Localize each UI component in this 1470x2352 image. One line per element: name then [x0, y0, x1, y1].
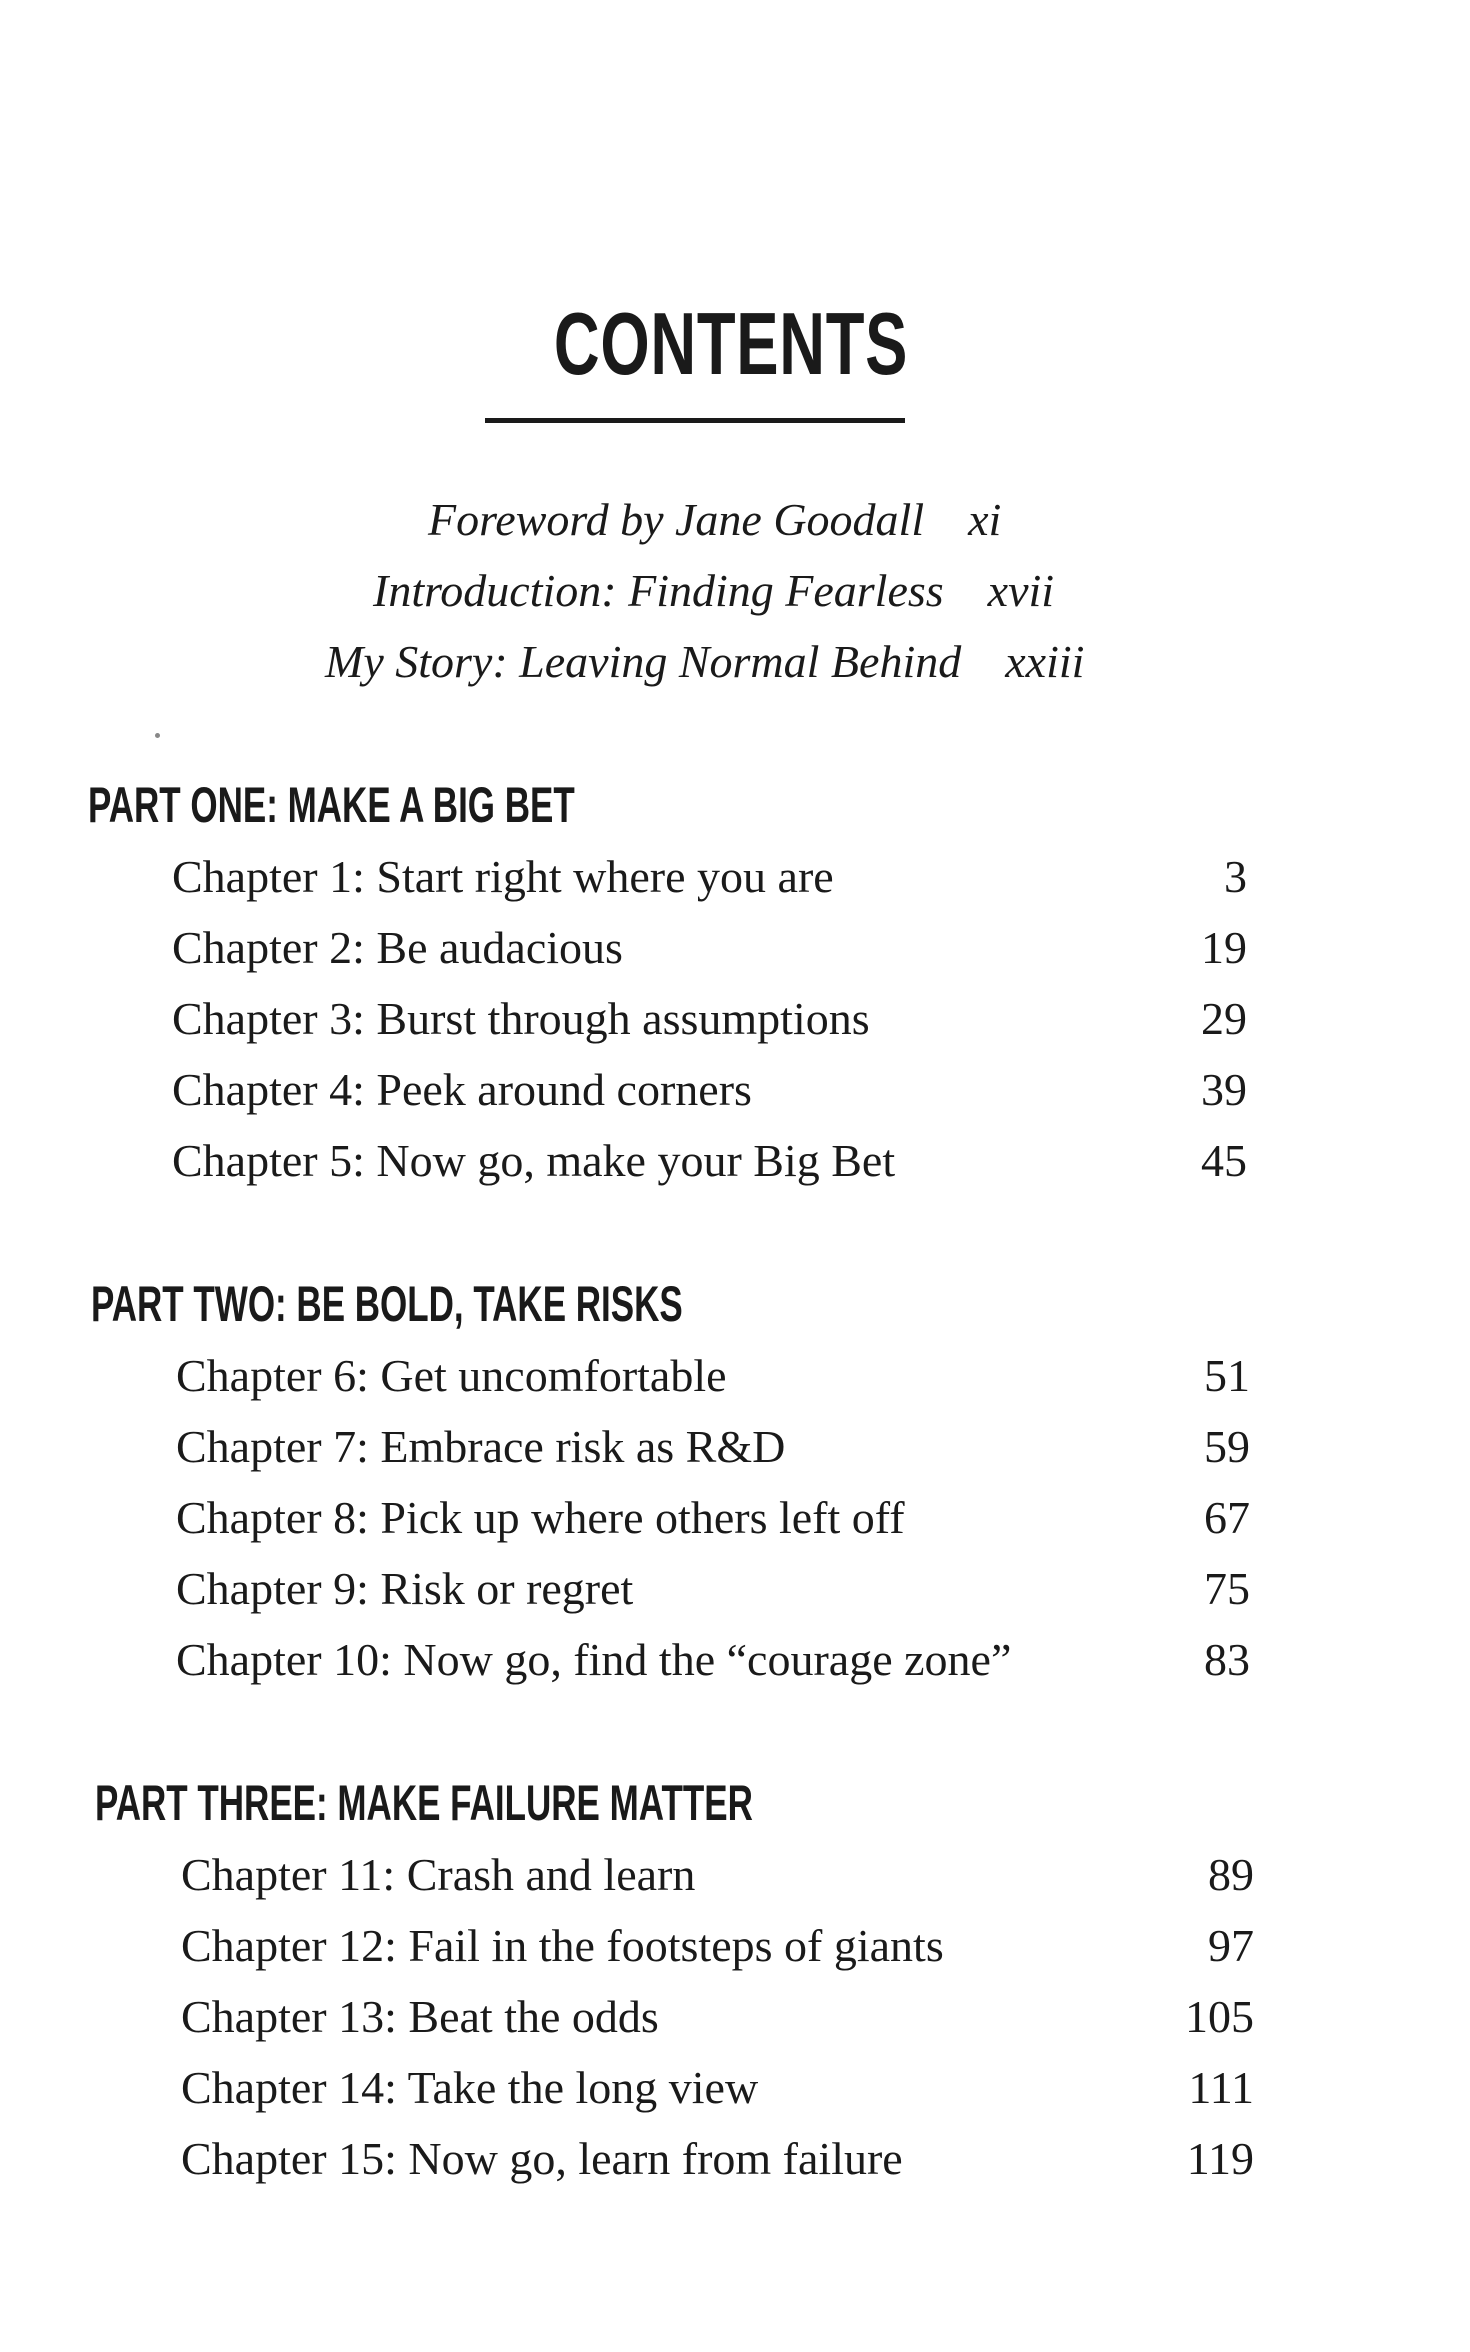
chapter-row[interactable]	[181, 1839, 1254, 1910]
front-matter-page: xvii	[987, 565, 1055, 616]
part-heading: PART ONE: MAKE A BIG BET	[88, 777, 575, 833]
chapter-title: Chapter 13: Beat the odds	[181, 1991, 659, 2042]
chapter-page: 39	[1201, 1064, 1247, 1115]
chapter-title: Chapter 10: Now go, find the “courage zone”	[176, 1634, 1012, 1685]
chapter-page: 45	[1201, 1135, 1247, 1186]
chapter-page: 59	[1204, 1421, 1250, 1472]
chapter-page: 75	[1204, 1563, 1250, 1614]
chapter-page: 29	[1201, 993, 1247, 1044]
chapter-page: 51	[1204, 1350, 1250, 1401]
part-heading: PART TWO: BE BOLD, TAKE RISKS	[91, 1276, 683, 1332]
chapter-page: 19	[1201, 922, 1247, 973]
chapter-title: Chapter 8: Pick up where others left off	[176, 1492, 905, 1543]
chapter-page: 97	[1208, 1920, 1254, 1971]
front-matter-label: My Story: Leaving Normal Behind	[325, 636, 962, 687]
page-title: CONTENTS	[553, 294, 909, 393]
chapter-row[interactable]	[181, 2123, 1254, 2194]
chapter-row[interactable]	[172, 1054, 1247, 1125]
chapter-row[interactable]	[172, 841, 1247, 912]
chapter-title: Chapter 1: Start right where you are	[172, 851, 834, 902]
chapter-row[interactable]	[172, 1125, 1247, 1196]
chapter-title: Chapter 12: Fail in the footsteps of giants	[181, 1920, 944, 1971]
chapter-page: 89	[1208, 1849, 1254, 1900]
page-title-wrap	[485, 294, 909, 393]
chapter-row[interactable]	[181, 2052, 1254, 2123]
chapter-title: Chapter 14: Take the long view	[181, 2062, 759, 2113]
chapter-title: Chapter 5: Now go, make your Big Bet	[172, 1135, 896, 1186]
title-underline	[485, 418, 905, 423]
front-matter-page: xxiii	[1005, 636, 1085, 687]
paper-speck	[155, 733, 160, 738]
chapter-title: Chapter 7: Embrace risk as R&D	[176, 1421, 786, 1472]
front-matter-label: Foreword by Jane Goodall	[428, 494, 925, 545]
chapter-page: 105	[1185, 1991, 1254, 2042]
part-heading: PART THREE: MAKE FAILURE MATTER	[95, 1775, 753, 1831]
chapter-row[interactable]	[176, 1482, 1250, 1553]
chapter-page: 111	[1188, 2062, 1254, 2113]
chapter-row[interactable]	[172, 983, 1247, 1054]
chapter-title: Chapter 11: Crash and learn	[181, 1849, 696, 1900]
chapter-list	[176, 1340, 1250, 1695]
chapter-title: Chapter 4: Peek around corners	[172, 1064, 752, 1115]
front-matter-item[interactable]	[373, 565, 1055, 616]
chapter-row[interactable]	[176, 1411, 1250, 1482]
chapter-row[interactable]	[176, 1340, 1250, 1411]
front-matter-label: Introduction: Finding Fearless	[373, 565, 944, 616]
front-matter-item[interactable]	[325, 636, 1085, 687]
chapter-title: Chapter 3: Burst through assumptions	[172, 993, 870, 1044]
chapter-row[interactable]	[176, 1553, 1250, 1624]
chapter-page: 83	[1204, 1634, 1250, 1685]
front-matter-page: xi	[968, 494, 1002, 545]
chapter-row[interactable]	[181, 1910, 1254, 1981]
chapter-row[interactable]	[181, 1981, 1254, 2052]
front-matter-item[interactable]	[428, 494, 1002, 545]
chapter-title: Chapter 6: Get uncomfortable	[176, 1350, 727, 1401]
chapter-page: 67	[1204, 1492, 1250, 1543]
chapter-row[interactable]	[172, 912, 1247, 983]
chapter-page: 119	[1186, 2133, 1254, 2184]
chapter-title: Chapter 2: Be audacious	[172, 922, 623, 973]
chapter-list	[172, 841, 1247, 1196]
chapter-title: Chapter 15: Now go, learn from failure	[181, 2133, 903, 2184]
chapter-list	[181, 1839, 1254, 2194]
chapter-row[interactable]	[176, 1624, 1250, 1695]
chapter-page: 3	[1224, 851, 1247, 902]
chapter-title: Chapter 9: Risk or regret	[176, 1563, 634, 1614]
